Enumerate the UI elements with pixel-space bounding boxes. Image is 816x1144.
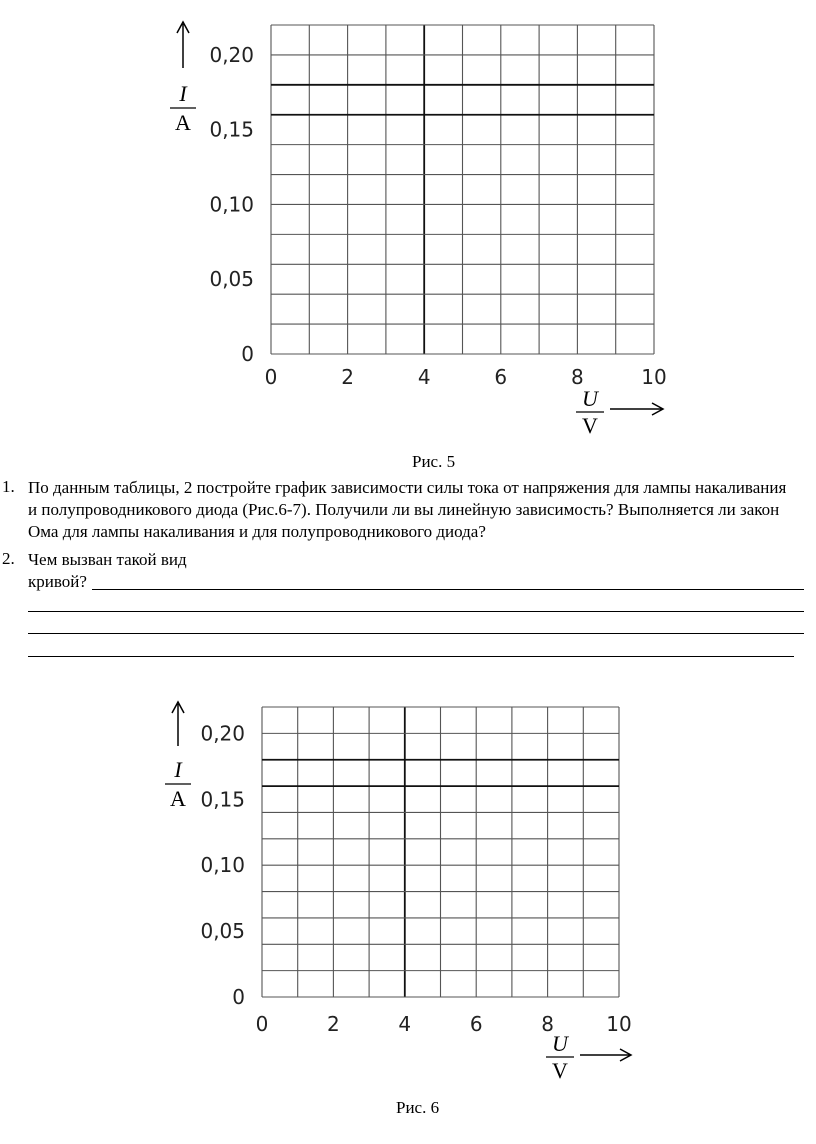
y-tick-label: 0,05 xyxy=(209,267,254,292)
y-tick-label: 0 xyxy=(241,342,254,366)
figure-5-caption: Рис. 5 xyxy=(412,452,456,471)
x-axis-unit: V xyxy=(552,1058,568,1083)
y-axis-symbol: I xyxy=(174,757,182,782)
x-tick-label: 6 xyxy=(494,365,508,389)
x-axis-symbol: U xyxy=(552,1031,568,1056)
x-tick-label: 0 xyxy=(255,1012,269,1036)
x-axis-symbol: U xyxy=(582,386,598,411)
y-tick-label: 0,05 xyxy=(200,919,245,944)
x-tick-label: 2 xyxy=(327,1012,340,1036)
x-tick-label: 8 xyxy=(541,1012,554,1036)
x-axis-unit: V xyxy=(582,413,598,438)
task-1-number: 1. xyxy=(2,477,15,496)
x-tick-label: 8 xyxy=(571,365,584,389)
x-tick-label: 4 xyxy=(417,365,431,389)
x-tick-label: 2 xyxy=(341,365,354,389)
x-tick-label: 6 xyxy=(469,1012,483,1036)
y-tick-label: 0 xyxy=(232,985,245,1009)
task-1-text: По данным таблицы, 2 постройте график зависимости силы тока от напряжения для лампы накаливания и полупроводникового диода (Рис.6-7). Получили ли вы линейную зависимость? Выполняется ли закон Ома для лампы накаливания и для полупроводникового диода? xyxy=(28,478,787,541)
y-tick-label: 0,20 xyxy=(200,721,245,746)
figure-6-caption: Рис. 6 xyxy=(396,1098,440,1117)
y-axis-unit: A xyxy=(170,786,186,811)
x-tick-label: 10 xyxy=(606,1012,632,1036)
x-tick-label: 10 xyxy=(641,365,667,389)
y-tick-label: 0,20 xyxy=(209,42,254,67)
x-tick-label: 0 xyxy=(264,365,278,389)
x-axis-arrow xyxy=(580,1049,631,1061)
y-tick-label: 0,15 xyxy=(209,117,254,142)
y-axis-arrow xyxy=(172,702,184,746)
figure-6-grid xyxy=(200,707,631,1036)
y-tick-label: 0,10 xyxy=(200,853,245,878)
task-2-number: 2. xyxy=(2,549,15,568)
task-2-question-line1: Чем вызван такой вид xyxy=(28,550,187,569)
y-axis-symbol: I xyxy=(179,81,187,106)
task-2-question-line2: кривой? xyxy=(28,572,87,591)
y-tick-label: 0,15 xyxy=(200,787,245,812)
y-axis-unit: A xyxy=(175,110,191,135)
x-tick-label: 4 xyxy=(398,1012,412,1036)
y-tick-label: 0,10 xyxy=(209,192,254,217)
